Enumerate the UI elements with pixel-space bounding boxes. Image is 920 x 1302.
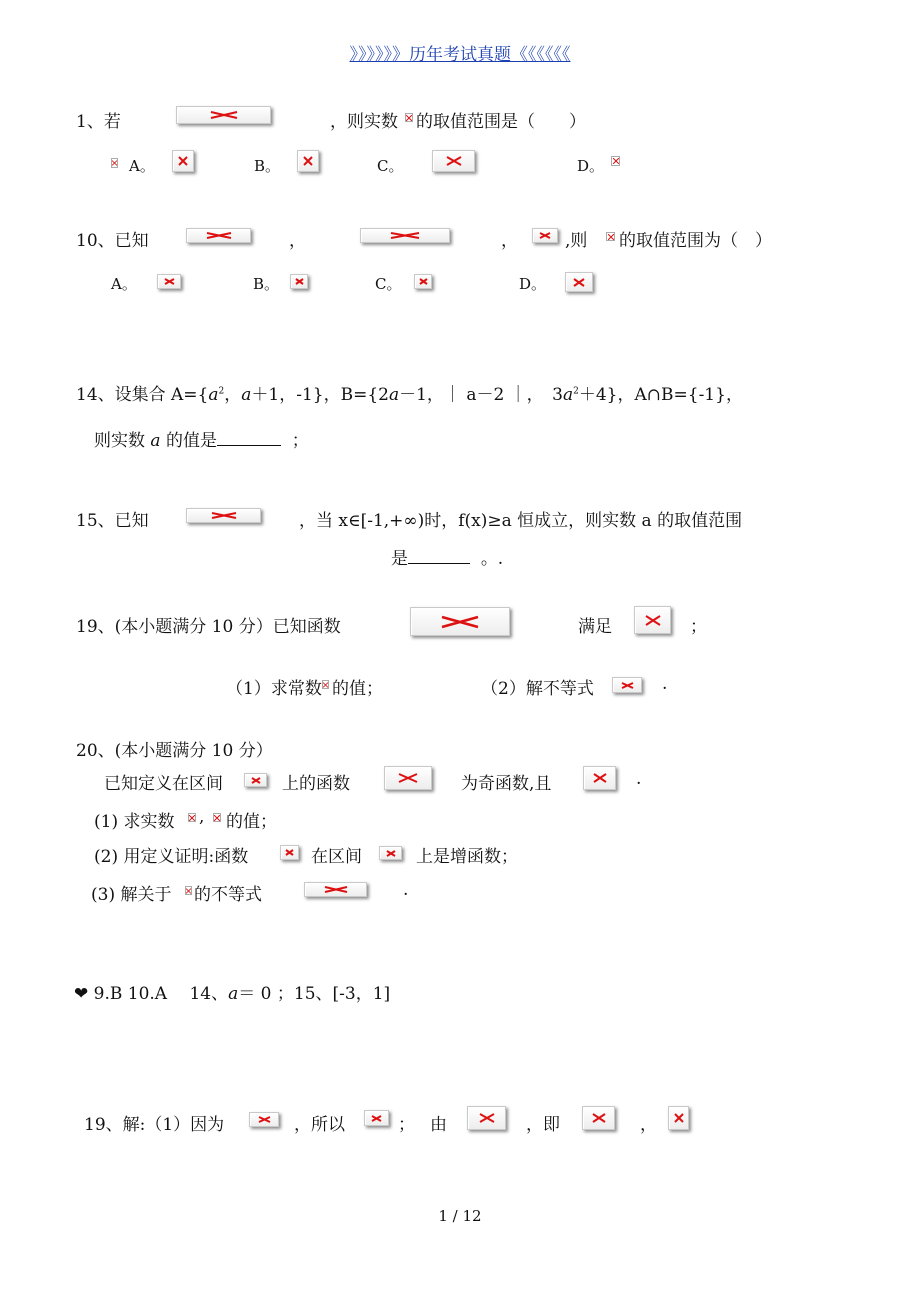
q19-semicolon: ； xyxy=(690,617,707,637)
formula-image xyxy=(322,680,329,689)
formula-image xyxy=(244,773,267,787)
q10-number: 10、已知 xyxy=(76,231,149,251)
q15-number: 15、已知 xyxy=(76,511,149,531)
sol19-by: 由 xyxy=(430,1115,447,1135)
q19-part-1-end: 的值； xyxy=(332,679,383,699)
q19-part-1: （1）求常数 xyxy=(226,679,322,699)
formula-image xyxy=(467,1106,506,1130)
q1-option-c: C。 xyxy=(377,157,404,175)
answer-blank[interactable] xyxy=(217,445,281,446)
formula-image xyxy=(304,882,367,897)
sol19-semicolon: ； xyxy=(398,1115,415,1135)
q15-line-2: 是 。. xyxy=(391,549,504,569)
formula-image xyxy=(157,274,181,289)
q10-comma-1: ， xyxy=(289,231,306,251)
q1-end: 的取值范围是（ ） xyxy=(416,112,586,132)
formula-image xyxy=(668,1106,689,1130)
sol19-so: ，所以 xyxy=(294,1115,345,1135)
q20-part-2: (2) 用定义证明:函数 xyxy=(94,847,249,867)
q20-number: 20、(本小题满分 10 分） xyxy=(76,741,273,761)
answer-blank[interactable] xyxy=(408,563,470,564)
formula-image xyxy=(532,228,558,243)
q1-number: 1、若 xyxy=(76,112,121,132)
formula-image xyxy=(410,607,510,636)
formula-image xyxy=(582,1106,615,1130)
q14-line-2: 则实数 a 的值是 ； xyxy=(94,431,309,451)
formula-image xyxy=(583,766,616,790)
sol19-ie: ，即 xyxy=(526,1115,560,1135)
q19-part-2-end: . xyxy=(662,674,668,694)
formula-image xyxy=(360,228,450,243)
formula-image xyxy=(612,677,642,693)
formula-image xyxy=(432,150,475,172)
q20-part-2-end: 上是增函数； xyxy=(416,847,518,867)
q20-part-1-end: 的值； xyxy=(226,812,277,832)
formula-image xyxy=(634,606,671,634)
formula-image xyxy=(249,1112,279,1127)
q10-end: 的取值范围为（ ） xyxy=(619,231,772,251)
sol19-start: 19、解:（1）因为 xyxy=(84,1115,225,1135)
formula-image xyxy=(379,846,402,860)
q20-part-3-end: . xyxy=(403,880,409,900)
q19-part-2: （2）解不等式 xyxy=(481,679,594,699)
q10-option-d: D。 xyxy=(519,275,547,293)
formula-image xyxy=(611,156,620,166)
formula-image xyxy=(297,150,319,172)
formula-image xyxy=(186,228,251,243)
formula-image xyxy=(188,813,196,822)
sol19-comma: ， xyxy=(640,1115,657,1135)
q14-line-1: 14、设集合 $A=\{a^2$，a＋1，-1}，B={2a－1，｜ a－2 ｜， $3a^2+4$}，A∩B={-1}， xyxy=(76,385,743,405)
heart-icon: ❤ xyxy=(74,984,89,1004)
q10-option-b: B。 xyxy=(253,275,280,293)
formula-image xyxy=(364,1110,389,1126)
q10-option-a: A。 xyxy=(111,275,137,293)
formula-image xyxy=(111,158,118,168)
q1-mid: ，则实数 xyxy=(330,112,398,132)
q20-part-3: (3) 解关于 xyxy=(91,885,172,905)
q20-part-1: (1) 求实数 xyxy=(94,812,175,832)
q1-option-b: B。 xyxy=(254,157,281,175)
q19-number: 19、(本小题满分 10 分）已知函数 xyxy=(76,617,341,637)
q20-line-1-mid: 上的函数 xyxy=(282,774,350,794)
q19-satisfies: 满足 xyxy=(578,617,612,637)
formula-image xyxy=(290,274,308,289)
q10-option-c: C。 xyxy=(375,275,402,293)
q20-line-1-start: 已知定义在区间 xyxy=(104,774,223,794)
formula-image xyxy=(405,113,413,122)
formula-image xyxy=(172,150,194,172)
formula-image xyxy=(565,272,593,292)
q20-part-1-comma: , xyxy=(199,807,205,827)
q20-line-1-tail: . xyxy=(636,769,642,789)
q1-option-a: A。 xyxy=(129,157,155,175)
q1-option-d: D。 xyxy=(577,157,605,175)
formula-image xyxy=(414,274,432,289)
page-number: 1 / 12 xyxy=(438,1207,482,1225)
formula-image xyxy=(186,508,261,523)
q20-part-3-mid: 的不等式 xyxy=(194,885,262,905)
q10-mid: ,则 xyxy=(565,231,588,251)
header-link[interactable]: 》》》》》》历年考试真题《《《《《《 xyxy=(349,45,571,65)
formula-image xyxy=(384,766,432,790)
formula-image xyxy=(606,232,615,241)
q10-comma-2: ， xyxy=(501,231,518,251)
formula-image xyxy=(213,813,221,822)
formula-image xyxy=(185,886,192,895)
formula-image xyxy=(176,106,271,124)
q15-text: ，当 x∈[-1,+∞)时，f(x)≥a 恒成立，则实数 a 的取值范围 xyxy=(299,511,743,531)
formula-image xyxy=(280,845,299,860)
q20-part-2-mid: 在区间 xyxy=(311,847,362,867)
answer-key: ❤ 9.B 10.A 14、a＝ 0 ；15、[-3，1] xyxy=(74,984,391,1004)
q20-line-1-end: 为奇函数,且 xyxy=(461,774,552,794)
